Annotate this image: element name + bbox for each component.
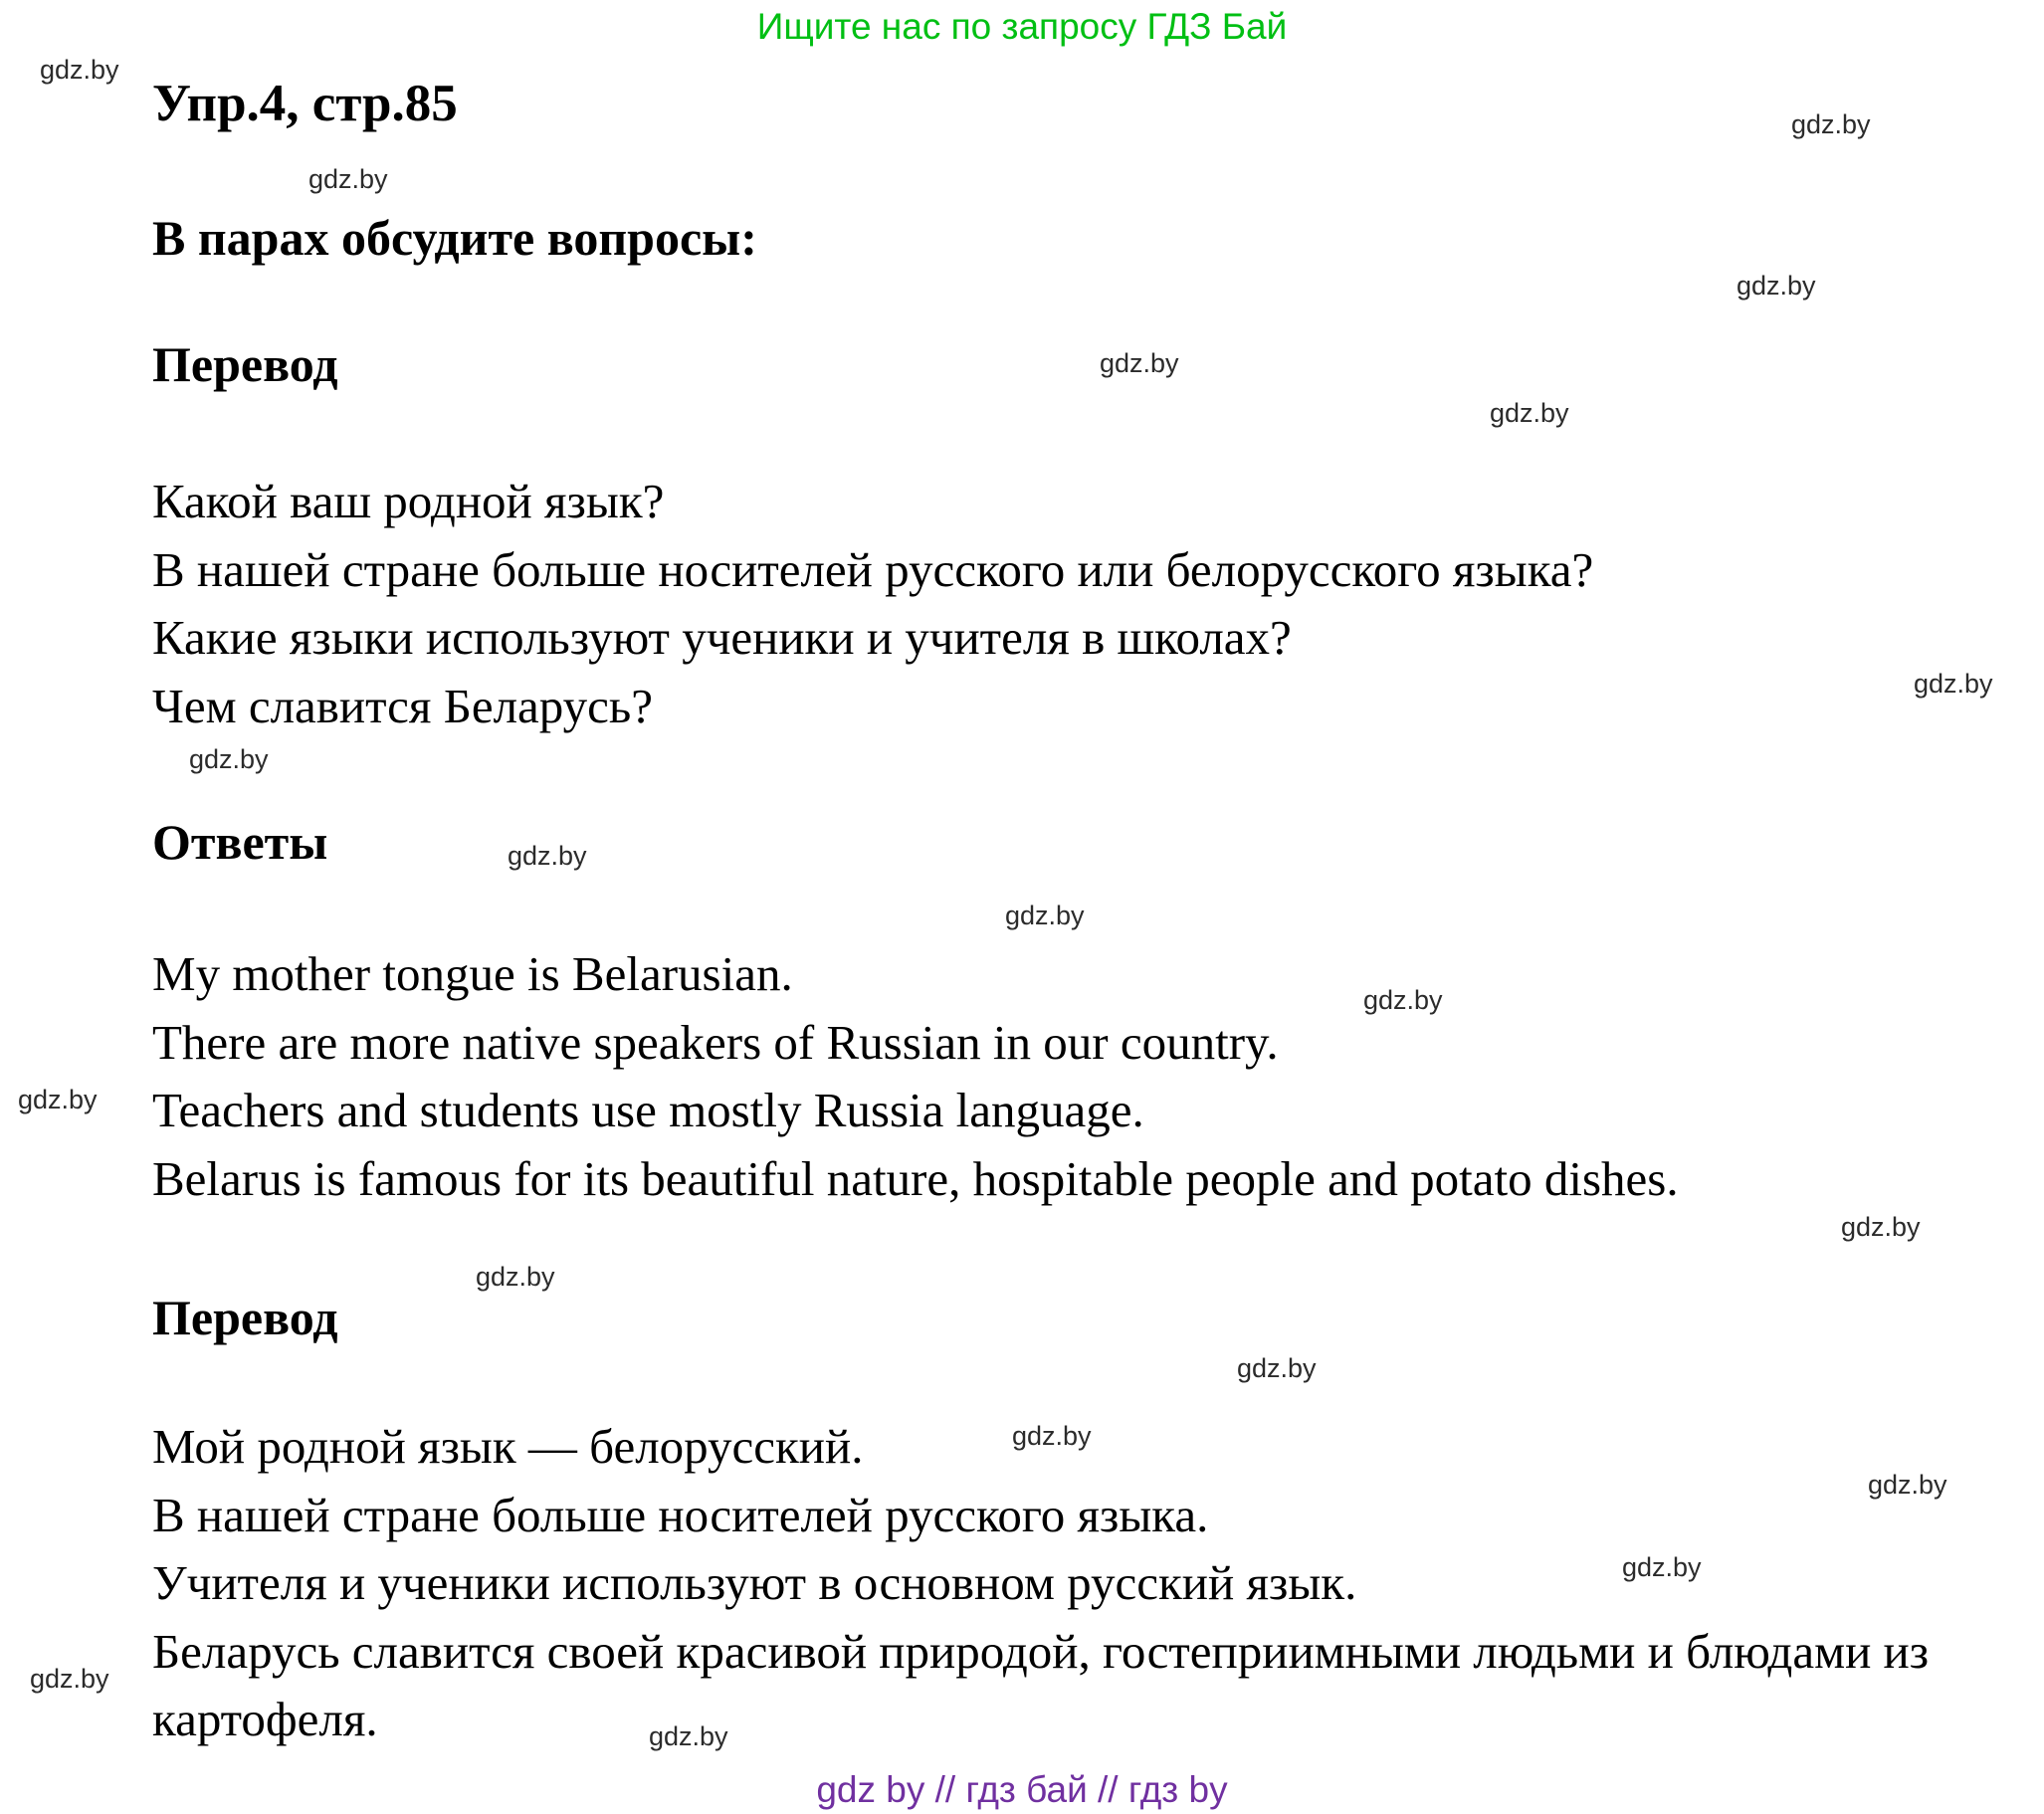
watermark: gdz.by (1791, 109, 1871, 139)
watermark: gdz.by (40, 55, 119, 85)
exercise-title: Упр.4, стр.85 (152, 75, 458, 132)
watermark: gdz.by (308, 164, 388, 194)
watermark: gdz.by (1868, 1470, 1947, 1500)
watermark: gdz.by (1914, 669, 1993, 699)
translation-heading-2: Перевод (152, 1290, 338, 1345)
answer-line: My mother tongue is Belarusian. (152, 946, 793, 1001)
translation-line: Беларусь славится своей красивой природой, гостеприимными людьми и блюдами из картофеля. (152, 1623, 1930, 1746)
question-line: В нашей стране больше носителей русского или белорусского языка? (152, 541, 1594, 597)
watermark: gdz.by (476, 1262, 555, 1292)
footer-site-links: gdz by // гдз бай // гдз by (816, 1769, 1228, 1810)
watermark: gdz.by (1622, 1552, 1702, 1582)
watermark: gdz.by (1012, 1421, 1092, 1451)
watermark: gdz.by (18, 1085, 98, 1114)
question-line: Чем славится Беларусь? (152, 678, 653, 733)
watermark: gdz.by (1737, 271, 1816, 301)
watermark: gdz.by (1005, 901, 1085, 930)
question-line: Какие языки используют ученики и учителя в школах? (152, 610, 1292, 665)
translation-heading-1: Перевод (152, 336, 338, 392)
watermark: gdz.by (508, 841, 587, 871)
question-line: Какой ваш родной язык? (152, 474, 665, 528)
translation-line: Мой родной язык — белорусский. (152, 1419, 864, 1474)
answer-line: There are more native speakers of Russian in our country. (152, 1014, 1279, 1070)
watermark: gdz.by (1237, 1353, 1317, 1383)
watermark: gdz.by (1100, 348, 1179, 378)
answers-heading: Ответы (152, 814, 328, 870)
watermark: gdz.by (1841, 1212, 1921, 1242)
questions-block (152, 468, 2011, 740)
answer-line: Belarus is famous for its beautiful nature, hospitable people and potato dishes. (152, 1150, 1679, 1206)
answers-block (152, 940, 2011, 1213)
translation-line: В нашей стране больше носителей русского языка. (152, 1487, 1209, 1542)
watermark: gdz.by (649, 1721, 728, 1751)
watermark: gdz.by (30, 1664, 109, 1694)
watermark: gdz.by (1363, 985, 1443, 1015)
watermark: gdz.by (1490, 398, 1569, 428)
task-heading: В парах обсудите вопросы: (152, 210, 757, 266)
watermark: gdz.by (189, 744, 269, 774)
promo-banner: Ищите нас по запросу ГДЗ Бай (756, 6, 1288, 47)
translations-block (152, 1413, 2011, 1754)
translation-line: Учителя и ученики используют в основном русский язык. (152, 1555, 1357, 1610)
answer-line: Teachers and students use mostly Russia language. (152, 1083, 1144, 1137)
